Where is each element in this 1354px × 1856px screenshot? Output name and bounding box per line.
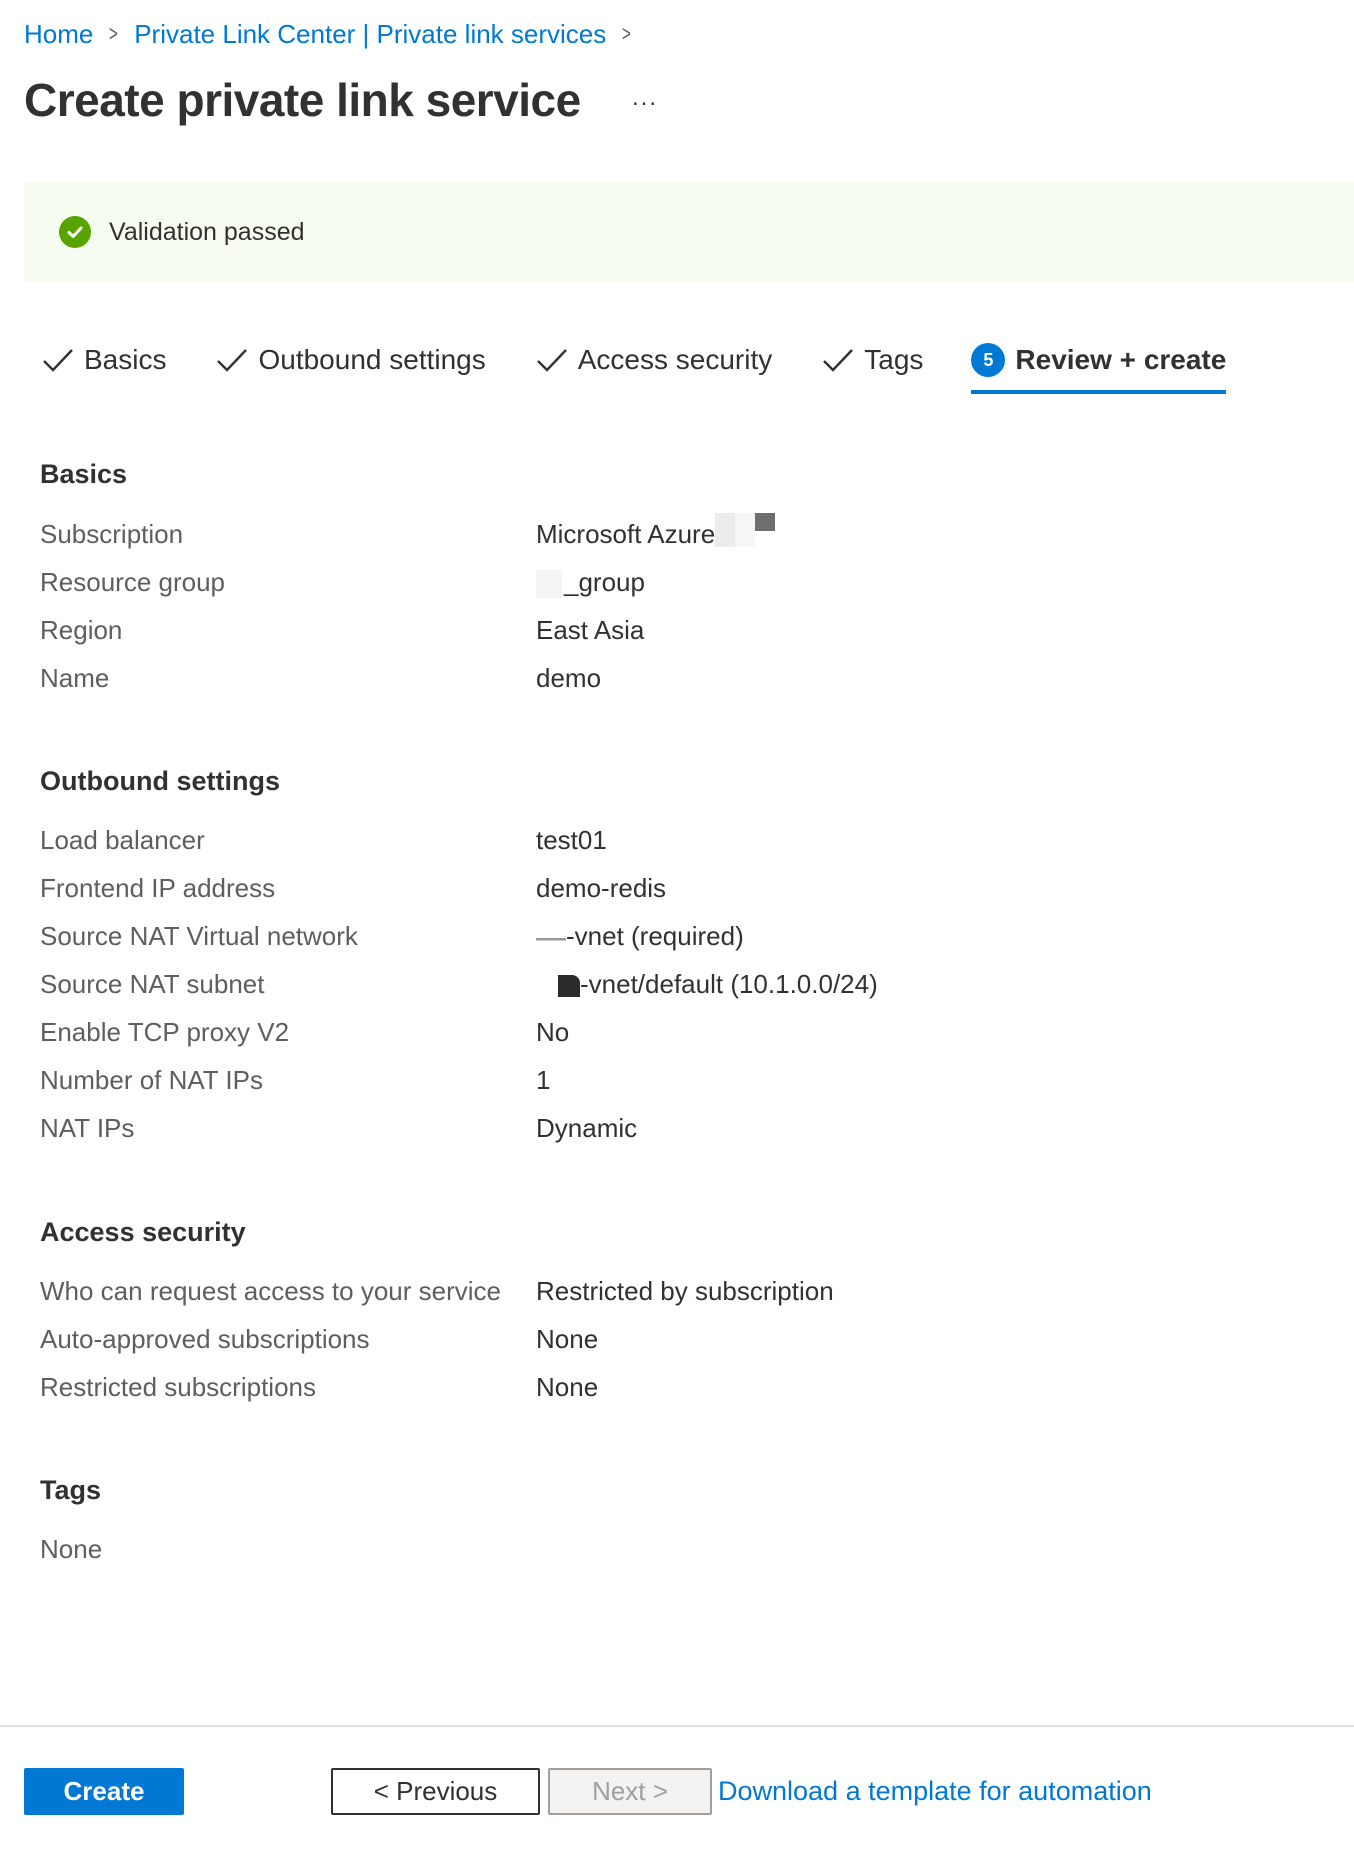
row-value: demo: [536, 663, 602, 693]
row-label: Source NAT subnet: [40, 969, 265, 999]
tab-basics[interactable]: [40, 336, 166, 384]
validation-message: Validation passed: [109, 217, 305, 246]
summary-row-tcp-proxy: [40, 1012, 1240, 1052]
breadcrumb: [24, 14, 647, 54]
ellipsis-icon: ...: [632, 84, 659, 111]
tags-value: None: [40, 1534, 103, 1564]
row-label: Subscription: [40, 519, 184, 549]
tab-label: Basics: [84, 344, 167, 375]
row-value: _group: [564, 567, 645, 597]
tab-label: Outbound settings: [258, 344, 486, 375]
wizard-tabs: [40, 336, 1226, 396]
tab-label: Tags: [864, 344, 924, 375]
tab-label: Access security: [577, 344, 773, 375]
checkmark-circle-icon: [59, 216, 91, 248]
summary-row-frontend-ip: [40, 868, 1240, 908]
row-value: -vnet/default (10.1.0.0/24): [580, 969, 878, 999]
chevron-right-icon: >: [622, 21, 632, 46]
step-number-badge: 5: [971, 343, 1005, 377]
chevron-right-icon: >: [109, 21, 119, 46]
row-value: test01: [536, 825, 607, 855]
breadcrumb-home-link[interactable]: Home: [24, 19, 94, 49]
row-label: Source NAT Virtual network: [40, 921, 358, 951]
footer-divider: [0, 1725, 1354, 1727]
row-label: Auto-approved subscriptions: [40, 1324, 370, 1354]
previous-button[interactable]: < Previous: [331, 1768, 540, 1815]
summary-row-load-balancer: [40, 820, 1240, 860]
row-label: Number of NAT IPs: [40, 1065, 263, 1095]
row-value: None: [536, 1372, 599, 1402]
row-label: Who can request access to your service: [40, 1276, 501, 1306]
checkmark-icon: [214, 342, 250, 378]
tab-outbound-settings[interactable]: [214, 336, 485, 384]
row-label: Restricted subscriptions: [40, 1372, 316, 1402]
row-value: demo-redis: [536, 873, 667, 903]
redacted-block: [536, 570, 562, 598]
summary-row-region: [40, 610, 1240, 650]
row-label: Resource group: [40, 567, 225, 597]
section-heading-basics: Basics: [40, 459, 128, 489]
breadcrumb-private-link-center-link[interactable]: Private Link Center | Private link services: [134, 19, 607, 49]
row-label: NAT IPs: [40, 1113, 135, 1143]
checkmark-icon: [40, 342, 76, 378]
summary-row-auto-approved: [40, 1319, 1240, 1359]
section-heading-access-security: Access security: [40, 1217, 246, 1247]
row-label: Frontend IP address: [40, 873, 276, 903]
tab-review-create[interactable]: [971, 336, 1226, 384]
row-label: Enable TCP proxy V2: [40, 1017, 290, 1047]
tab-label: Review + create: [1015, 344, 1227, 375]
row-value: Restricted by subscription: [536, 1276, 834, 1306]
row-value: Dynamic: [536, 1113, 638, 1143]
summary-row-source-nat-vnet: [40, 916, 1240, 956]
row-label: Region: [40, 615, 123, 645]
checkmark-icon: [820, 342, 856, 378]
row-value: Microsoft Azure: [536, 519, 716, 549]
summary-row-restricted: [40, 1367, 1240, 1407]
row-value: 1: [536, 1065, 551, 1095]
section-heading-outbound-settings: Outbound settings: [40, 766, 280, 796]
row-label: Load balancer: [40, 825, 205, 855]
redacted-block: [558, 975, 580, 997]
summary-row-name: [40, 658, 1240, 698]
tab-tags[interactable]: [820, 336, 923, 384]
row-value: -vnet (required): [566, 921, 744, 951]
page-title: Create private link service: [24, 74, 581, 126]
summary-row-who-can-request: [40, 1271, 1240, 1311]
summary-row-subscription: [40, 514, 1240, 554]
next-button[interactable]: Next >: [548, 1768, 712, 1815]
summary-row-source-nat-subnet: [40, 964, 1240, 1004]
create-button[interactable]: Create: [24, 1768, 184, 1815]
section-heading-tags: Tags: [40, 1475, 102, 1505]
row-value: No: [536, 1017, 570, 1047]
more-options-button[interactable]: [632, 84, 658, 112]
summary-row-nat-ips: [40, 1108, 1240, 1148]
checkmark-icon: [534, 342, 570, 378]
row-label: Name: [40, 663, 110, 693]
download-template-link[interactable]: Download a template for automation: [718, 1776, 1152, 1806]
row-value: None: [536, 1324, 599, 1354]
summary-row-resource-group: [40, 562, 1240, 602]
row-value: East Asia: [536, 615, 645, 645]
redacted-block: [715, 513, 775, 547]
summary-row-nat-ip-count: [40, 1060, 1240, 1100]
redacted-block: [536, 925, 566, 951]
validation-banner: [24, 182, 1354, 282]
tab-access-security[interactable]: [534, 336, 773, 384]
